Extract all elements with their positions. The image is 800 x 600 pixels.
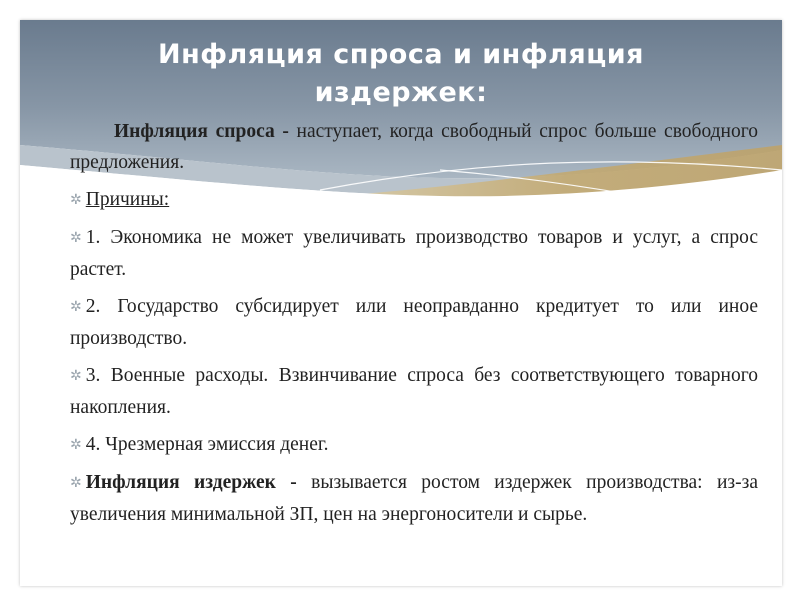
slide-title [20, 36, 782, 112]
snowflake-bullet-icon: ✲ [70, 368, 82, 384]
slide-frame [20, 20, 782, 586]
cause-text-4: 4. Чрезмерная эмиссия денег. [85, 434, 329, 455]
snowflake-bullet-icon: ✲ [70, 192, 82, 208]
snowflake-bullet-icon: ✲ [70, 230, 82, 246]
cost-inflation-term: Инфляция издержек - [85, 472, 312, 493]
cost-inflation-item [70, 467, 758, 530]
cause-item-3 [70, 360, 758, 423]
slide-content [70, 116, 758, 536]
title-line-2: издержек: [314, 77, 488, 108]
cause-item-2 [70, 291, 758, 354]
snowflake-bullet-icon: ✲ [70, 437, 82, 453]
cause-text-2: 2. Государство субсидирует или неоправданно кредитует то или иное производство. [70, 296, 758, 349]
cause-item-1 [70, 222, 758, 285]
cause-text-1: 1. Экономика не может увеличивать производство товаров и услуг, а спрос растет. [70, 227, 758, 280]
cause-item-4 [70, 429, 758, 461]
intro-term: Инфляция спроса - [114, 121, 297, 142]
cost-inflation-text: вызывается ростом издержек производства: из-за увеличения минимальной ЗП, цен на энергоносители и сырье. [70, 472, 758, 525]
snowflake-bullet-icon: ✲ [70, 299, 82, 315]
snowflake-bullet-icon: ✲ [70, 475, 82, 491]
causes-heading-item [70, 184, 758, 216]
intro-paragraph [70, 116, 758, 178]
title-line-1: Инфляция спроса и инфляция [157, 39, 645, 70]
cause-text-3: 3. Военные расходы. Взвинчивание спроса без соответствующего товарного накопления. [70, 365, 758, 418]
causes-heading: Причины: [85, 189, 170, 210]
intro-text: наступает, когда свободный спрос больше свободного предложения. [70, 121, 758, 173]
